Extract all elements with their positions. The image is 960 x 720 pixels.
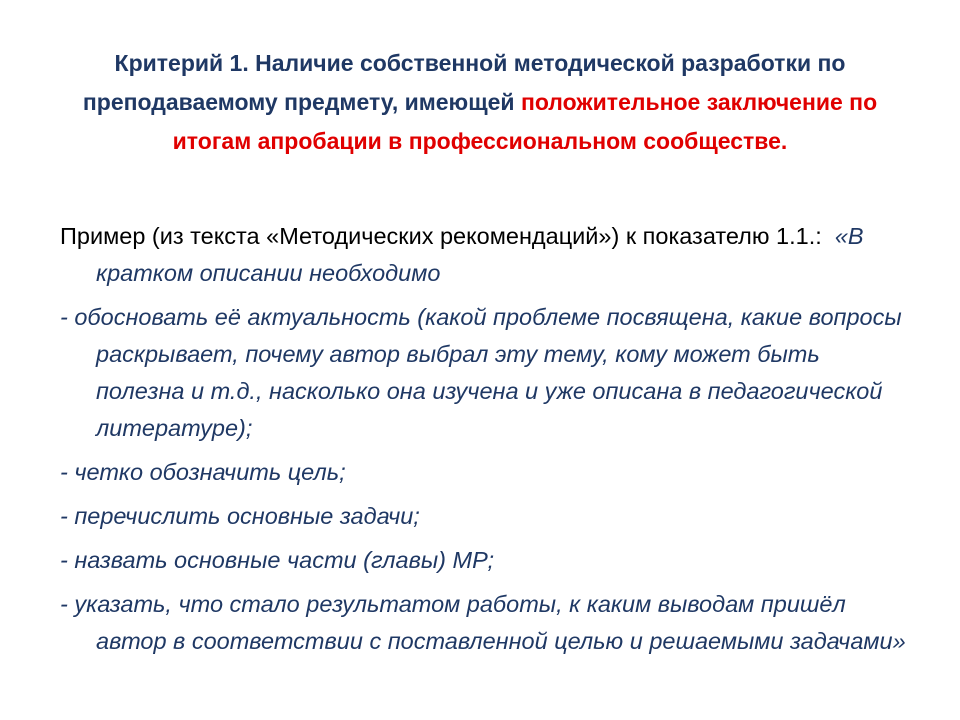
list-item-parts: - назвать основные части (главы) МР; bbox=[60, 547, 495, 573]
title-highlight: положительное заключение по итогам апробации в профессиональном сообществе. bbox=[172, 89, 878, 154]
slide-title bbox=[60, 44, 900, 161]
intro-paragraph bbox=[60, 218, 910, 292]
intro-quote: «В кратком описании необходимо bbox=[96, 223, 864, 286]
list-item-tasks: - перечислить основные задачи; bbox=[60, 503, 420, 529]
intro-text: Пример (из текста «Методических рекомендаций») к показателю 1.1.: bbox=[60, 223, 822, 249]
list-item-results: - указать, что стало результатом работы, к каким выводам пришёл автор в соответствии с поставленной целью и решаемыми задачами» bbox=[60, 591, 906, 654]
slide-body bbox=[60, 218, 910, 667]
title-main: Критерий 1. Наличие собственной методической разработки по преподаваемому предмету, имеющей bbox=[82, 50, 846, 115]
list-item-relevance: - обосновать её актуальность (какой проблеме посвящена, какие вопросы раскрывает, почему автор выбрал эту тему, кому может быть полезна и т.д., насколько она изучена и уже описана в педагогической литературе); bbox=[60, 304, 902, 441]
list-item-goal: - четко обозначить цель; bbox=[60, 459, 346, 485]
